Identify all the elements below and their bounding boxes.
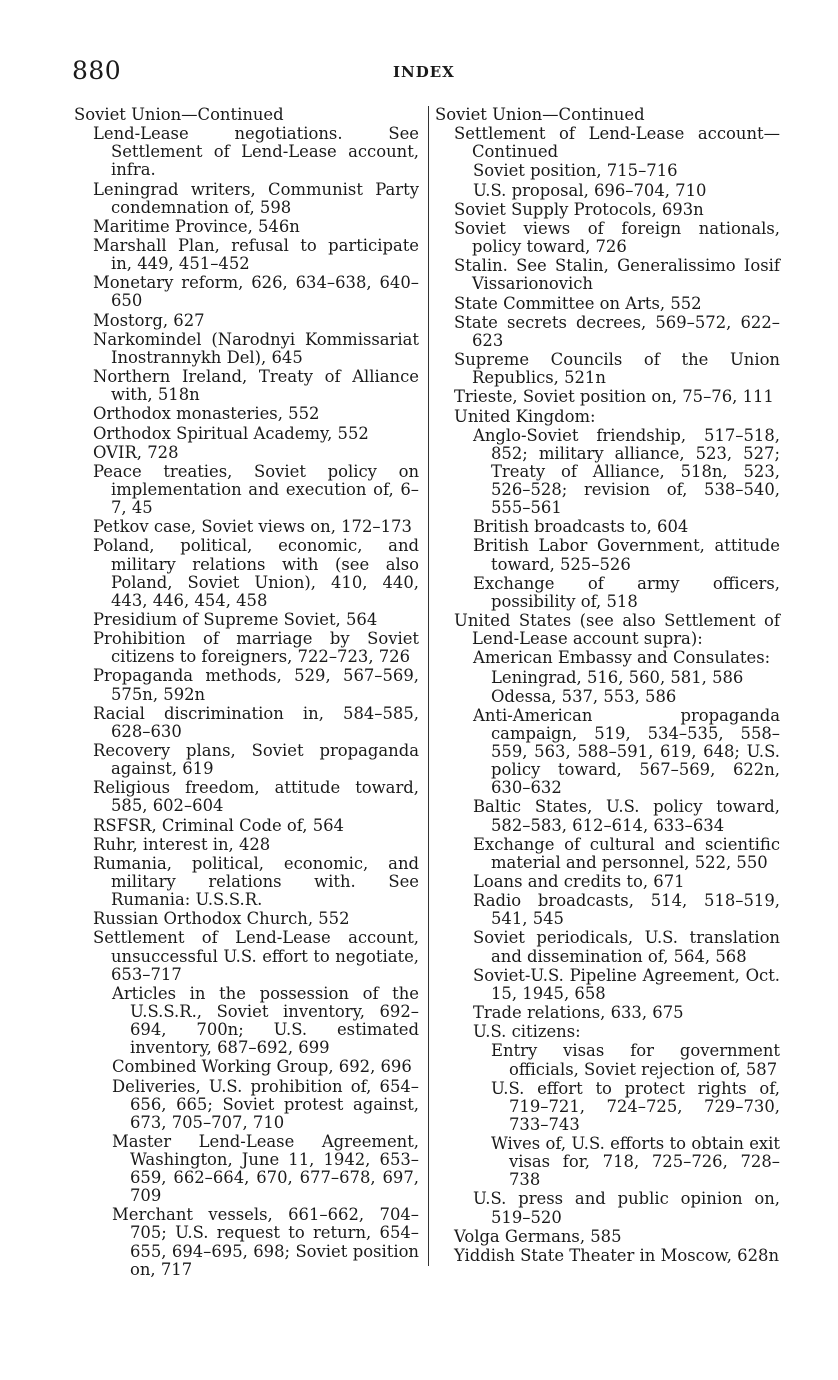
index-entry: Articles in the possession of the U.S.S.R., Soviet inventory, 692–694, 700n; U.S. estimated inventory, 687–692, 699 (112, 983, 419, 1058)
index-entry: Lend-Lease negotiations. See Settlement of Lend-Lease account, infra. (93, 124, 419, 180)
column-divider (428, 106, 429, 1266)
index-entry: Soviet views of foreign nationals, policy toward, 726 (454, 219, 780, 257)
index-entry: Mostorg, 627 (93, 310, 205, 330)
left-index-column (74, 106, 419, 1280)
index-entry: Settlement of Lend-Lease account, unsuccessful U.S. effort to negotiate, 653–717 (93, 928, 419, 984)
index-entry: Northern Ireland, Treaty of Alliance with, 518n (93, 367, 419, 405)
index-entry: Radio broadcasts, 514, 518–519, 541, 545 (473, 891, 780, 929)
index-entry: Soviet periodicals, U.S. translation and dissemination of, 564, 568 (473, 928, 780, 966)
index-entry: Narkomindel (Narodnyi Kommissariat Inostrannykh Del), 645 (93, 329, 419, 367)
index-entry: Orthodox monasteries, 552 (93, 404, 320, 424)
index-entry: U.S. citizens: (473, 1022, 581, 1042)
index-entry: Racial discrimination in, 584–585, 628–630 (93, 703, 419, 741)
index-entry: Trieste, Soviet position on, 75–76, 111 (454, 387, 774, 407)
page-number: 880 (72, 56, 122, 85)
index-entry: Russian Orthodox Church, 552 (93, 909, 350, 929)
index-entry: American Embassy and Consulates: (473, 648, 771, 668)
index-entry: Leningrad, 516, 560, 581, 586 (491, 667, 744, 687)
index-entry: Recovery plans, Soviet propaganda against, 619 (93, 740, 419, 779)
index-entry: Exchange of cultural and scientific material and personnel, 522, 550 (473, 834, 780, 872)
index-entry: Exchange of army officers, possibility of, 518 (473, 573, 780, 611)
index-entry: Stalin. See Stalin, Generalissimo Iosif Vissarionovich (454, 256, 780, 294)
index-entry: Marshall Plan, refusal to participate in, 449, 451–452 (93, 236, 419, 274)
index-entry: Propaganda methods, 529, 567–569, 575n, 592n (93, 666, 419, 704)
index-entry: Soviet Union—Continued (74, 105, 284, 124)
index-entry: Odessa, 537, 553, 586 (491, 686, 677, 706)
index-entry: Maritime Province, 546n (93, 216, 300, 236)
index-entry: Peace treaties, Soviet policy on implementation and execution of, 6–7, 45 (93, 461, 419, 518)
index-entry: State secrets decrees, 569–572, 622–623 (454, 312, 780, 350)
index-entry: Orthodox Spiritual Academy, 552 (93, 423, 369, 443)
index-entry: Soviet-U.S. Pipeline Agreement, Oct. 15, 1945, 658 (473, 965, 780, 1003)
index-entry: Poland, political, economic, and military relations with (see also Poland, Soviet Union), 410, 440, 443, 446, 454, 458 (93, 536, 419, 610)
index-entry: OVIR, 728 (93, 442, 179, 462)
index-entry: Monetary reform, 626, 634–638, 640–650 (93, 273, 419, 311)
index-entry: Soviet position, 715–716 (473, 161, 678, 181)
index-entry: United States (see also Settlement of Lend-Lease account supra): (454, 611, 780, 649)
index-entry: Leningrad writers, Communist Party condemnation of, 598 (93, 179, 419, 217)
index-entry: Prohibition of marriage by Soviet citizens to foreigners, 722–723, 726 (93, 629, 419, 667)
index-entry: Anti-American propaganda campaign, 519, 534–535, 558–559, 563, 588–591, 619, 648; U.S. policy toward, 567–569, 622n, 630–632 (473, 705, 780, 798)
index-entry: Volga Germans, 585 (454, 1226, 622, 1246)
index-entry: Presidium of Supreme Soviet, 564 (93, 609, 378, 629)
index-entry: Supreme Councils of the Union Republics, 521n (454, 350, 780, 388)
index-entry: Merchant vessels, 661–662, 704–705; U.S. request to return, 654–655, 694–695, 698; Soviet position on, 717 (112, 1205, 419, 1279)
index-entry: Rumania, political, economic, and military relations with. See Rumania: U.S.S.R. (93, 853, 419, 910)
running-head: INDEX (393, 63, 455, 81)
index-entry: Soviet Supply Protocols, 693n (454, 199, 704, 219)
index-entry: Combined Working Group, 692, 696 (112, 1057, 412, 1077)
index-entry: Settlement of Lend-Lease account—Continued (454, 124, 780, 162)
index-entry: Petkov case, Soviet views on, 172–173 (93, 517, 412, 537)
index-entry: State Committee on Arts, 552 (454, 293, 702, 313)
right-index-column (435, 106, 780, 1266)
index-entry: U.S. effort to protect rights of, 719–721, 724–725, 729–730, 733–743 (491, 1078, 780, 1134)
index-entry: Ruhr, interest in, 428 (93, 834, 271, 854)
index-entry: British Labor Government, attitude toward, 525–526 (473, 536, 780, 574)
index-entry: British broadcasts to, 604 (473, 517, 689, 537)
index-entry: Soviet Union—Continued (435, 105, 645, 124)
index-entry: U.S. press and public opinion on, 519–520 (473, 1189, 780, 1227)
index-entry: U.S. proposal, 696–704, 710 (473, 180, 707, 200)
index-entry: Deliveries, U.S. prohibition of, 654–656, 665; Soviet protest against, 673, 705–707, 710 (112, 1076, 419, 1132)
index-entry: RSFSR, Criminal Code of, 564 (93, 815, 344, 835)
index-entry: Yiddish State Theater in Moscow, 628n (454, 1245, 780, 1265)
index-entry: United Kingdom: (454, 406, 596, 426)
index-entry: Entry visas for government officials, Soviet rejection of, 587 (491, 1041, 780, 1079)
index-entry: Loans and credits to, 671 (473, 872, 685, 891)
index-entry: Master Lend-Lease Agreement, Washington, June 11, 1942, 653–659, 662–664, 670, 677–678, 697, 709 (112, 1131, 419, 1206)
index-entry: Anglo-Soviet friendship, 517–518, 852; military alliance, 523, 527; Treaty of Alliance, 518n, 523, 526–528; revision of, 538–540, 555–561 (473, 425, 780, 518)
index-entry: Baltic States, U.S. policy toward, 582–583, 612–614, 633–634 (473, 797, 780, 835)
index-entry: Wives of, U.S. efforts to obtain exit visas for, 718, 725–726, 728–738 (491, 1134, 780, 1190)
index-entry: Religious freedom, attitude toward, 585, 602–604 (93, 778, 419, 816)
index-entry: Trade relations, 633, 675 (473, 1003, 684, 1023)
